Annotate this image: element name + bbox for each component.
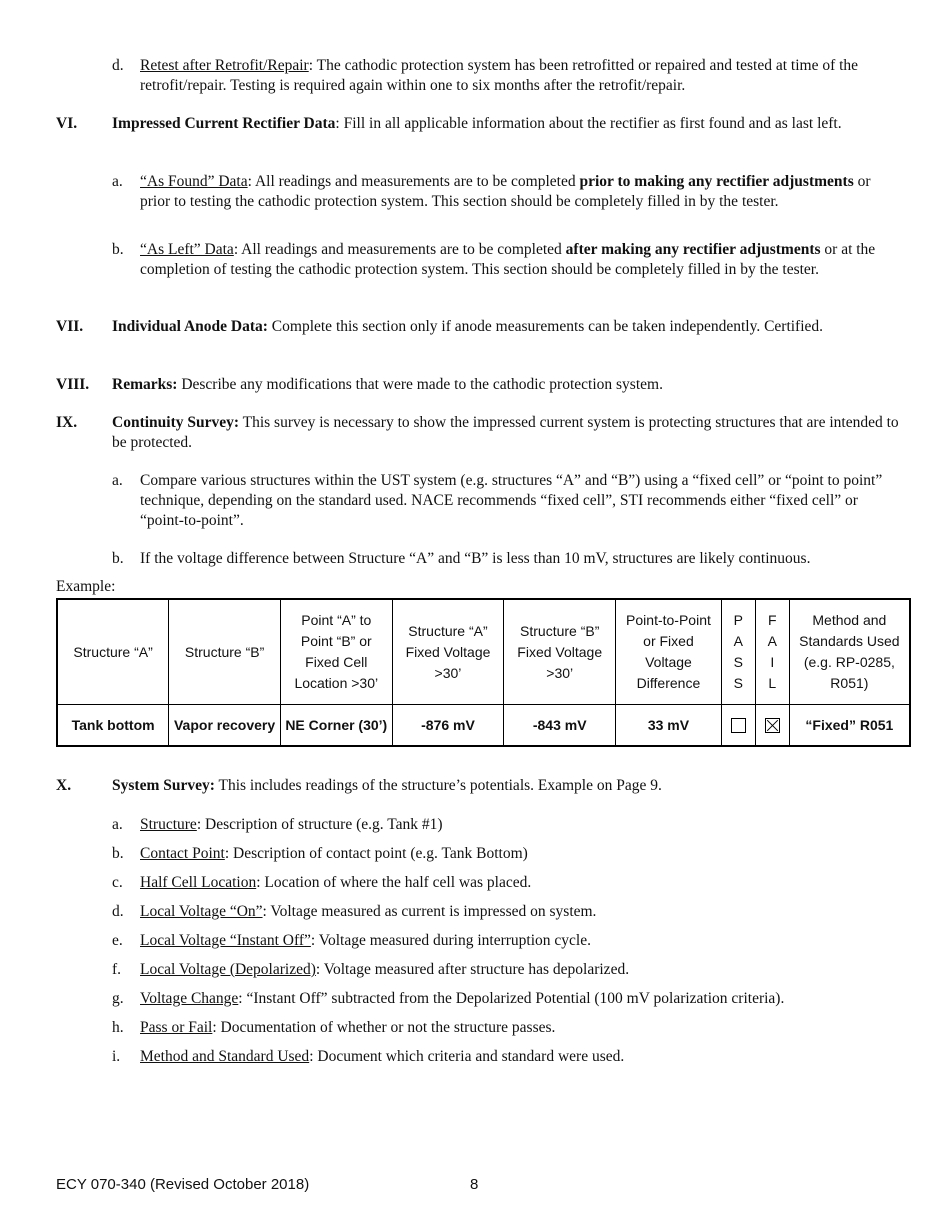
item-label: a.	[112, 472, 123, 489]
cell-structure-b: Vapor recovery	[169, 705, 281, 747]
section-number: X.	[56, 777, 72, 794]
item-label: d.	[112, 903, 124, 920]
section-title: System Survey:	[112, 777, 215, 794]
header-pass-letter: S	[733, 675, 743, 691]
item-label: i.	[112, 1048, 121, 1065]
cell-method: “Fixed” R051	[789, 705, 910, 747]
item-text: : All readings and measurements are to be completed	[233, 241, 566, 258]
item-label: a.	[112, 816, 123, 833]
item-term: Half Cell Location	[140, 874, 257, 891]
item-term: Retest after Retrofit/Repair	[140, 57, 309, 74]
header-pass-letter: P	[733, 612, 743, 628]
header-pass-letter: A	[733, 633, 743, 649]
item-bold-text: after making any rectifier adjustments	[565, 241, 821, 258]
header-structure-a: Structure “A”	[57, 599, 169, 705]
item-text: Compare various structures within the UST system (e.g. structures “A” and “B”) using a “fixed cell” or “point to point” technique, depending on the standard used. NACE recommends “fixed cell”, STI recommends either “fixed cell” or “point-to-point”.	[140, 472, 883, 529]
fail-checkbox[interactable]	[765, 718, 780, 733]
item-text: : Documentation of whether or not the structure passes.	[212, 1019, 556, 1036]
cell-voltage-b: -843 mV	[504, 705, 616, 747]
cell-voltage-a: -876 mV	[392, 705, 504, 747]
section-number: VII.	[56, 318, 84, 335]
item-text: : Description of structure (e.g. Tank #1)	[196, 816, 443, 833]
item-label: e.	[112, 932, 123, 949]
item-label: g.	[112, 990, 124, 1007]
item-text: : “Instant Off” subtracted from the Depolarized Potential (100 mV polarization criteria).	[238, 990, 785, 1007]
item-label: c.	[112, 874, 123, 891]
section-title: Remarks:	[112, 376, 178, 393]
item-text: : Voltage measured after structure has depolarized.	[315, 961, 630, 978]
header-fail-letter: L	[768, 675, 777, 691]
header-structure-b-voltage: Structure “B” Fixed Voltage >30’	[504, 599, 616, 705]
item-label: h.	[112, 1019, 124, 1036]
table-header-row	[57, 599, 910, 705]
cell-structure-a: Tank bottom	[57, 705, 169, 747]
item-text: : Voltage measured during interruption cycle.	[310, 932, 591, 949]
cell-difference: 33 mV	[616, 705, 722, 747]
section-text: : Fill in all applicable information about the rectifier as first found and as last left.	[335, 115, 842, 132]
example-label: Example:	[56, 578, 116, 595]
header-method: Method and Standards Used (e.g. RP-0285, R051)	[789, 599, 910, 705]
section-text: Describe any modifications that were made to the cathodic protection system.	[177, 376, 663, 393]
item-text: or at the completion of testing the cathodic protection system. This section should be completely filled in by the tester.	[140, 241, 876, 278]
item-label: b.	[112, 845, 124, 862]
item-term: Contact Point	[140, 845, 225, 862]
section-title: Continuity Survey:	[112, 414, 240, 431]
item-term: Voltage Change	[140, 990, 239, 1007]
section-number: IX.	[56, 414, 78, 431]
header-fail	[755, 599, 789, 705]
item-term: “As Found” Data	[140, 173, 248, 190]
item-term: Local Voltage “On”	[140, 903, 263, 920]
item-term: Structure	[140, 816, 197, 833]
header-fail-letter: I	[770, 654, 775, 670]
cell-fail	[755, 705, 789, 747]
header-structure-a-voltage: Structure “A” Fixed Voltage >30’	[392, 599, 504, 705]
page-number: 8	[470, 1176, 479, 1193]
section-title: Individual Anode Data:	[112, 318, 268, 335]
header-structure-b: Structure “B”	[169, 599, 281, 705]
item-term: Pass or Fail	[140, 1019, 213, 1036]
item-text: If the voltage difference between Structure “A” and “B” is less than 10 mV, structures are likely continuous.	[140, 550, 811, 567]
item-term: Local Voltage “Instant Off”	[140, 932, 311, 949]
item-label: d.	[112, 57, 124, 74]
section-text: This survey is necessary to show the impressed current system is protecting structures that are intended to be protected.	[112, 414, 899, 451]
item-label: f.	[112, 961, 122, 978]
item-label: a.	[112, 173, 123, 190]
item-term: Method and Standard Used	[140, 1048, 310, 1065]
item-text: or prior to testing the cathodic protection system. This section should be completely filled in by the tester.	[140, 173, 871, 210]
item-term: Local Voltage (Depolarized)	[140, 961, 316, 978]
table-row	[57, 705, 910, 747]
section-text: Complete this section only if anode measurements can be taken independently. Certified.	[267, 318, 824, 335]
item-label: b.	[112, 241, 124, 258]
cell-pass	[721, 705, 755, 747]
header-pass	[721, 599, 755, 705]
section-number: VI.	[56, 115, 78, 132]
item-text: : Document which criteria and standard were used.	[309, 1048, 625, 1065]
footer-doc-id: ECY 070-340 (Revised October 2018)	[56, 1176, 310, 1193]
item-text: : The cathodic protection system has been retrofitted or repaired and tested at time of the retrofit/repair. Testing is required again within one to six months after the retrofit/repair.	[140, 57, 859, 94]
item-term: “As Left” Data	[140, 241, 234, 258]
header-pass-letter: S	[733, 654, 743, 670]
header-voltage-difference: Point-to-Point or Fixed Voltage Difference	[616, 599, 722, 705]
header-fail-letter: A	[767, 633, 777, 649]
header-point-location: Point “A” to Point “B” or Fixed Cell Location >30’	[280, 599, 392, 705]
example-table	[56, 598, 911, 747]
item-label: b.	[112, 550, 124, 567]
item-text: : Location of where the half cell was placed.	[256, 874, 532, 891]
section-text: This includes readings of the structure’s potentials. Example on Page 9.	[214, 777, 662, 794]
item-bold-text: prior to making any rectifier adjustments	[579, 173, 854, 190]
cell-location: NE Corner (30’)	[280, 705, 392, 747]
section-title: Impressed Current Rectifier Data	[112, 115, 336, 132]
item-text: : Description of contact point (e.g. Tank Bottom)	[224, 845, 528, 862]
section-number: VIII.	[56, 376, 90, 393]
item-text: : All readings and measurements are to be completed	[247, 173, 580, 190]
header-fail-letter: F	[767, 612, 777, 628]
item-text: : Voltage measured as current is impressed on system.	[262, 903, 597, 920]
pass-checkbox[interactable]	[731, 718, 746, 733]
